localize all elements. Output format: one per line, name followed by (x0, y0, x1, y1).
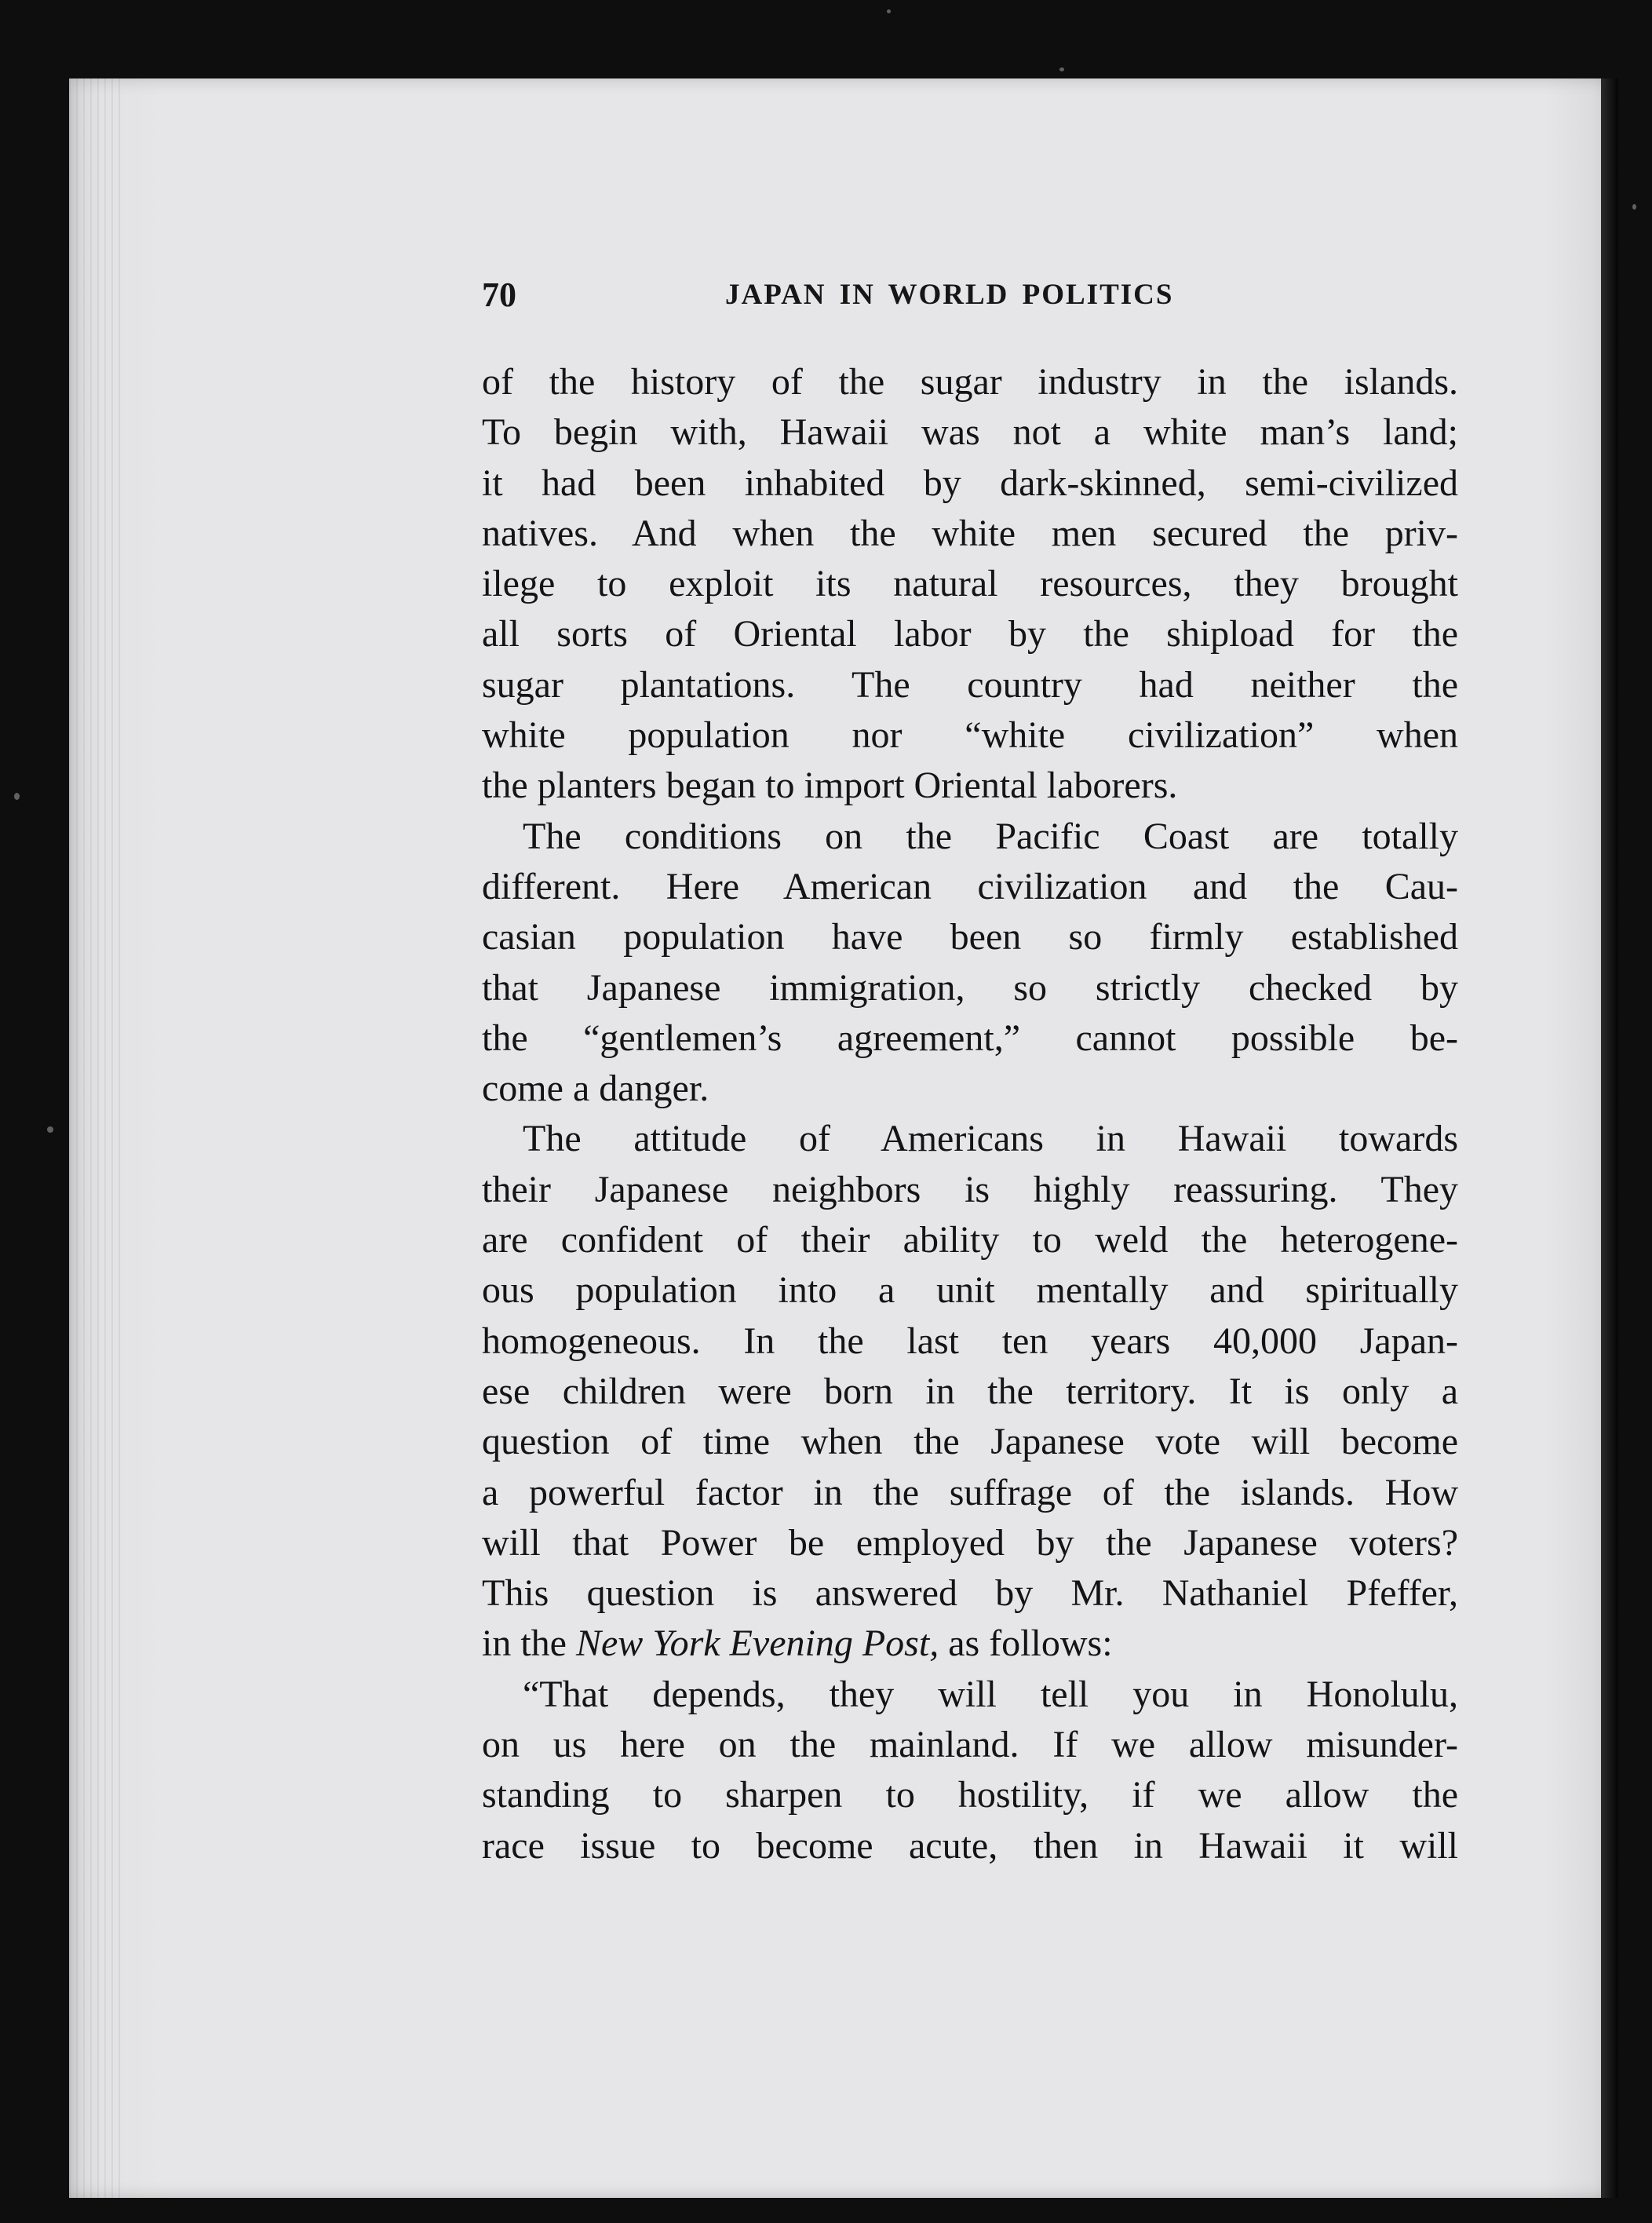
text-line: homogeneous. In the last ten years 40,000 Japan- (482, 1320, 1458, 1362)
text-line: the planters began to import Oriental laborers. (482, 765, 1178, 807)
text-line: sugar plantations. The country had neither the (482, 663, 1458, 706)
citation-prefix: in the (482, 1623, 576, 1665)
text-line: the “gentlemen’s agreement,” cannot possible be- (482, 1017, 1458, 1059)
text-line: a powerful factor in the suffrage of the islands. How (482, 1471, 1458, 1513)
body-text (482, 357, 1458, 1871)
scan-speck (14, 793, 20, 800)
text-line: To begin with, Hawaii was not a white man’s land; (482, 411, 1458, 454)
publication-title: New York Evening Post, (575, 1623, 939, 1665)
text-line: it had been inhabited by dark-skinned, semi-civilized (482, 462, 1458, 504)
text-line: race issue to become acute, then in Hawaii it will (482, 1824, 1458, 1867)
page-header (482, 275, 1458, 319)
page-number: 70 (482, 276, 516, 314)
text-line: on us here on the mainland. If we allow misunder- (482, 1724, 1458, 1766)
scan-speck (1632, 204, 1636, 210)
text-line: This question is answered by Mr. Nathaniel Pfeffer, (482, 1572, 1458, 1615)
text-line: different. Here American civilization and the Cau- (482, 865, 1458, 907)
text-line: that Japanese immigration, so strictly checked by (482, 966, 1458, 1009)
scan-speck (887, 9, 891, 13)
text-line: of the history of the sugar industry in the islands. (482, 361, 1458, 403)
text-line: question of time when the Japanese vote will become (482, 1421, 1458, 1463)
text-line: ilege to exploit its natural resources, they brought (482, 563, 1458, 605)
text-line: come a danger. (482, 1068, 709, 1110)
text-line: will that Power be employed by the Japanese voters? (482, 1521, 1458, 1564)
binding-gutter (69, 78, 124, 2198)
text-line: standing to sharpen to hostility, if we allow the (482, 1774, 1458, 1816)
text-line: natives. And when the white men secured the priv- (482, 512, 1458, 554)
paragraph-start-line: The conditions on the Pacific Coast are totally (523, 815, 1458, 857)
page-edge-shadow (1601, 78, 1618, 2198)
text-line: all sorts of Oriental labor by the shipload for the (482, 613, 1458, 655)
text-line: ese children were born in the territory. It is only a (482, 1370, 1458, 1412)
paragraph-start-line: “That depends, they will tell you in Honolulu, (523, 1673, 1458, 1715)
text-line: ous population into a unit mentally and spiritually (482, 1269, 1458, 1312)
text-line: their Japanese neighbors is highly reassuring. They (482, 1168, 1458, 1210)
source-citation-line (482, 1619, 1458, 1669)
scan-speck (1059, 68, 1064, 71)
paragraph-start-line: The attitude of Americans in Hawaii towards (523, 1118, 1458, 1160)
running-head: JAPAN IN WORLD POLITICS (725, 279, 1174, 311)
text-line: white population nor “white civilization” when (482, 714, 1458, 757)
citation-suffix: as follows: (939, 1623, 1113, 1665)
text-line: casian population have been so firmly established (482, 916, 1458, 958)
scan-speck (47, 1126, 53, 1133)
text-line: are confident of their ability to weld the heterogene- (482, 1219, 1458, 1261)
